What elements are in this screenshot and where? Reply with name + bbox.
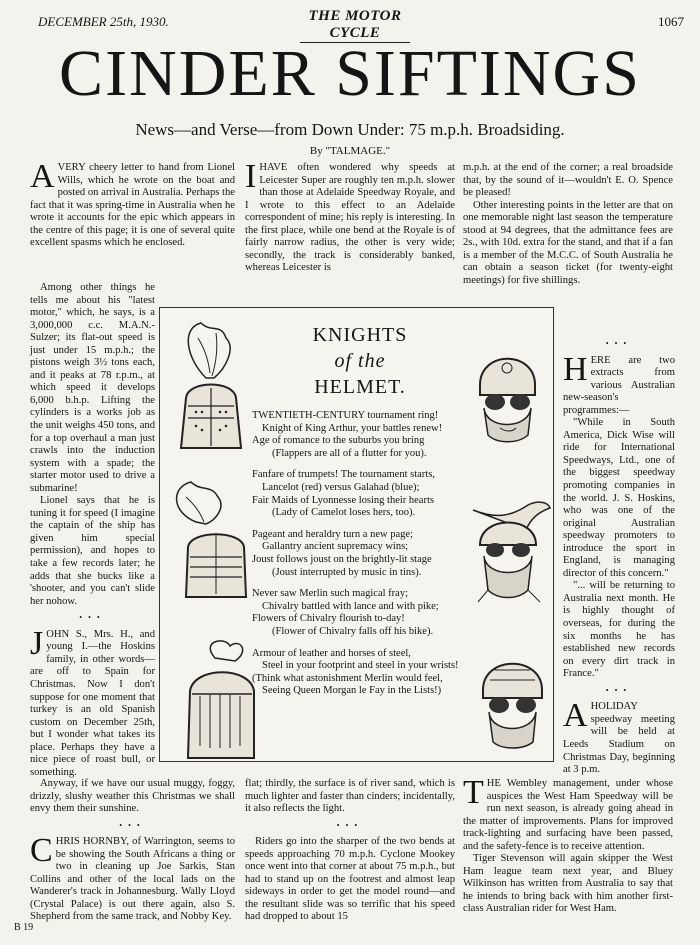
column-3-narrow xyxy=(563,334,675,777)
poem-line: (Flappers are all of a flutter for you). xyxy=(272,447,427,459)
section-divider: ••• xyxy=(119,820,146,830)
paragraph: Tiger Stevenson will again skipper the West Ham league team next year, and Bluey Wilkinson has written from Australia to say that he intends to bring back with him another first-class Australian rider for West Ham. xyxy=(463,853,673,915)
poem-line: Flowers of Chivalry flourish to-day! xyxy=(252,613,405,625)
paragraph: OHN S., Mrs. H., and young I.—the Hoskins family, in other words—are off to Spain for Christmas. Now I don't suppose for one moment that turkey is an old Spanish custom on December 25th, but I wonder what takes its place. Perhaps they have a nice piece of roast bull, or something. xyxy=(30,628,155,778)
paragraph: Other interesting points in the letter are that on one memorable night last season the temperature stood at 94 degrees, that the admittance fees are 2s., with 10d. extra for the stand, and that if a fan is a member of the M.C.C. of South Australia he can obtain a season ticket (for twenty-eight meetings) for five shillings. xyxy=(463,199,673,286)
knight-helmet-plumed-icon xyxy=(170,636,270,766)
knight-helmet-plumed-icon xyxy=(166,318,256,458)
poem-line: Lancelot (red) versus Galahad (blue); xyxy=(262,481,420,493)
paragraph: Anyway, if we have our usual muggy, foggy, drizzly, slushy weather this Christmas we shall envy them their sunshine. xyxy=(30,778,235,815)
poem-line: (Lady of Camelot loses hers, too). xyxy=(272,507,416,519)
poem-line: Gallantry ancient supremacy wins; xyxy=(262,541,409,553)
poem-verse xyxy=(252,410,480,460)
section-divider: ••• xyxy=(336,820,364,830)
poem-line: Age of romance to the suburbs you bring xyxy=(252,435,425,447)
quote-paragraph: "While in South America, Dick Wise will ride for International Speedways, Ltd., one of the biggest speedway promoting companies in the world. J. S. Hoskins, who was one of the original Australian speedway promoters to introduce the sport in England, is managing director of this concern." xyxy=(563,417,675,579)
drop-cap: I xyxy=(245,158,257,195)
paragraph: HE Wembley management, under whose auspices the West Ham Speedway will be run next season, is already going ahead in the matter of improvements. Plans for improved track-lighting and surfacing have been passed, and the safety-fence is to receive attention. xyxy=(463,778,673,852)
poem-line: Chivalry battled with lance and with pike; xyxy=(262,600,439,612)
paragraph: Lionel says that he is tuning it for speed (I imagine the captain of the ship has given him special permission), and hopes to take a few records later; he adds that she bucks like a 'shooter, and you can't slide her nohow. xyxy=(30,495,155,607)
paragraph: Among other things he tells me about his "latest motor," which, he says, is a 3,000,000 c.c. M.A.N.-Sulzer; its flat-out speed is just under 15 m.p.h.; the pistons weigh 3½ tons each, and it peaks at 78 r.p.m., at which speed it develops 6,000 b.h.p. Lifting the cylinders is a works job as the unit weighs 450 tons, and for a top overhaul a man just crawls into the induction system with a spade; the starter motor used to drive a submarine! xyxy=(30,282,155,494)
section-divider: ••• xyxy=(605,685,633,695)
column-2-bottom xyxy=(245,778,455,924)
poem-line: Armour of leather and horses of steel, xyxy=(252,647,411,659)
paragraph: Riders go into the sharper of the two bends at speeds approaching 70 m.p.h. Cyclone Mookey once went into that corner at about 75 m.p.h., but had to stand up on the footrest and almost leap sideways in order to get the model round—and the resultant slide was so terrific that his speed had dropped to about 15 xyxy=(245,836,455,923)
drop-cap: T xyxy=(463,774,484,811)
poem-line: Seeing Queen Morgan le Fay in the Lists!) xyxy=(262,685,442,697)
poem-verse xyxy=(252,648,480,698)
column-1-top xyxy=(30,158,235,250)
paragraph: ERE are two extracts from various Australian new-season's programmes:— xyxy=(563,354,675,416)
speedway-rider-goggles-icon xyxy=(468,490,553,605)
paragraph: HOLIDAY speedway meeting will be held at Leeds Stadium on Christmas Day, beginning at 3 p.m. xyxy=(563,701,675,776)
page-number: 1067 xyxy=(658,14,684,29)
drop-cap: J xyxy=(30,624,44,662)
speedway-rider-goggles-icon xyxy=(470,340,545,445)
paragraph: HAVE often wondered why speeds at Leicester Super are roughly ten m.p.h. slower than those at Adelaide Speedway Royale, and I wrote to this effect to an Adelaide correspondent of mine; his reply is interesting. In the first place, while one bend at the Royale is of fairly narrow radius, the other is very wide; secondly, the track is considerably banked, whereas Leicester is xyxy=(245,162,455,274)
poem-title-line-1: KNIGHTS xyxy=(312,324,408,346)
poem-title-line-2: of the xyxy=(334,350,386,372)
poem-line: Steel in your footprint and steel in your wrists! xyxy=(262,660,459,672)
section-divider: ••• xyxy=(605,339,633,348)
byline: By "TALMAGE." xyxy=(309,145,391,157)
poem-verse xyxy=(252,529,480,579)
knight-helmet-plumed-icon xyxy=(166,472,261,607)
poem-line: Joust follows joust on the brightly-lit stage xyxy=(252,553,432,565)
poem-body xyxy=(252,410,480,707)
poem-line: Never saw Merlin such magical fray; xyxy=(252,588,408,600)
issue-date: DECEMBER 25th, 1930. xyxy=(38,14,169,29)
paragraph: m.p.h. at the end of the corner; a real broadside that, by the sound of it—wouldn't E. O. Spence be pleased! xyxy=(463,162,673,199)
quote-paragraph: "... will be returning to Australia next month. He is highly thought of overseas, for during the six months he has established new records on every dirt track in France." xyxy=(563,580,675,680)
poem-line: (Flower of Chivalry falls off his bike). xyxy=(272,625,434,637)
poem-line: Fanfare of trumpets! The tournament starts, xyxy=(252,469,435,481)
paragraph: HRIS HORNBY, of Warrington, seems to be showing the South Africans a thing or two in cleaning up Joe Sarkis, Stan Collins and other of the local lads on the Wanderer's track in Johannesburg. Wally Lloyd (Crystal Palace) is out there again, also S. Shepherd from the same track, and Nobby Key. xyxy=(30,836,235,923)
column-3-bottom xyxy=(463,774,673,916)
poem-verse xyxy=(252,588,480,638)
poem-line: Knight of King Arthur, your battles renew! xyxy=(262,422,443,434)
page-footer: B 19 xyxy=(14,922,34,933)
poem-line: (Think what astonishment Merlin would feel, xyxy=(252,672,443,684)
column-3-top xyxy=(463,162,673,287)
drop-cap: A xyxy=(30,158,55,195)
paragraph: flat; thirdly, the surface is of river sand, which is much lighter and faster than cinders; incidentally, it also reflects the light. xyxy=(245,778,455,815)
drop-cap: H xyxy=(563,350,588,388)
poem-line: TWENTIETH-CENTURY tournament ring! xyxy=(252,410,439,421)
masthead: THE MOTOR CYCLE xyxy=(300,8,410,43)
poem-line: (Joust interrupted by music in tins). xyxy=(272,566,422,578)
column-1-narrow xyxy=(30,282,155,779)
paragraph: VERY cheery letter to hand from Lionel Wills, which he wrote on the boat and posted on arrival in Australia. Perhaps the fact that it was spring-time in Australia when he wrote it accounts for the epic which appears in the centre of this page; it is one of several quite excellent spasms which he enclosed. xyxy=(30,162,235,249)
column-1-bottom xyxy=(30,778,235,924)
poem-title-line-3: HELMET. xyxy=(314,376,406,398)
poem-line: Pageant and heraldry turn a new page; xyxy=(252,528,413,540)
subtitle: News—and Verse—from Down Under: 75 m.p.h. Broadsiding. xyxy=(135,120,565,139)
column-2-top xyxy=(245,158,455,275)
poem-line: Fair Maids of Lyonnesse losing their hearts xyxy=(252,494,434,506)
poem-verse xyxy=(252,469,480,519)
drop-cap: C xyxy=(30,832,53,870)
speedway-rider-goggles-icon xyxy=(475,650,550,760)
page-title: CINDER SIFTINGS xyxy=(59,37,641,110)
section-divider: ••• xyxy=(79,613,106,623)
drop-cap: A xyxy=(563,697,588,735)
